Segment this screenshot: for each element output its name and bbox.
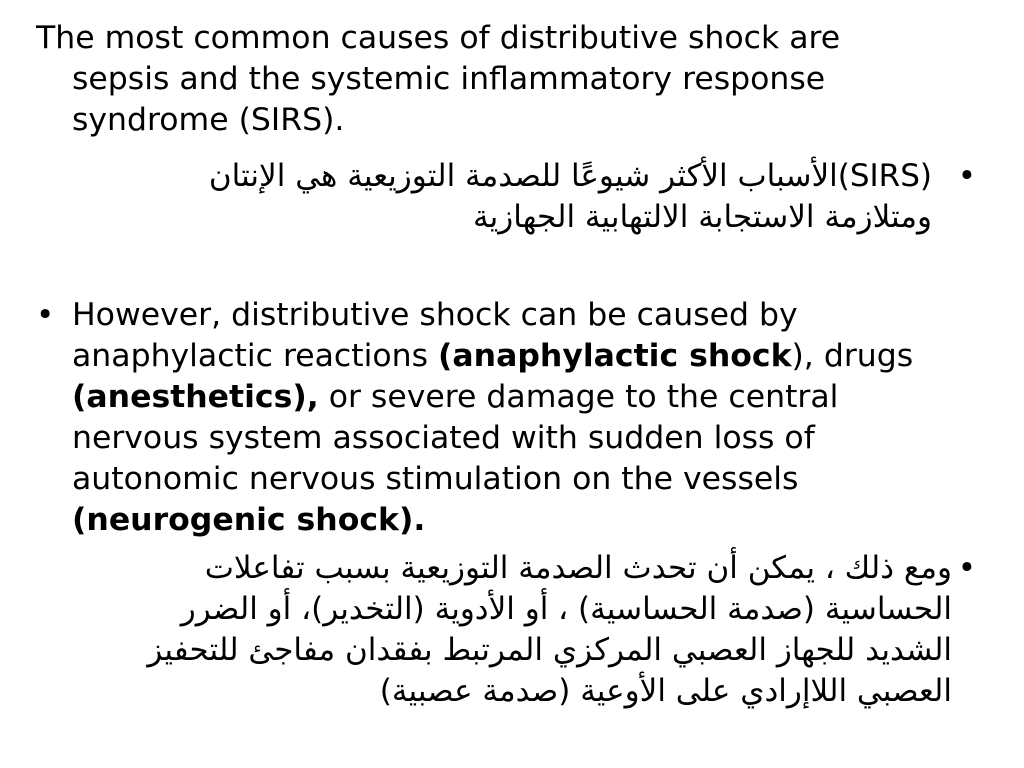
arabic2-line-2: الحساسية (صدمة الحساسية) ، أو الأدوية (التخدير)، أو الضرر (180, 591, 952, 627)
anaphylactic-shock-bold: (anaphylactic shock (438, 338, 792, 374)
intro-line-2: sepsis and the systemic inflammatory response (72, 61, 826, 97)
english2-line-6 (72, 500, 1002, 541)
anesthetics-bold: (anesthetics), (72, 379, 319, 415)
english2-line-4: nervous system associated with sudden loss of (72, 420, 815, 456)
arabic-bullet-2: • (957, 550, 976, 586)
english2-line-2a: anaphylactic reactions (72, 338, 439, 374)
english2-line-2c: ), drugs (791, 338, 914, 374)
arabic1-line-2: ومتلازمة الاستجابة الالتهابية الجهازية (473, 199, 932, 235)
english2-line-3b: or severe damage to the central (318, 379, 839, 415)
english2-line-3 (72, 377, 1002, 418)
english2-line-1: However, distributive shock can be caused by (72, 297, 798, 333)
arabic-bullet-1: • (957, 158, 976, 194)
arabic2-line-1: ومع ذلك ، يمكن أن تحدث الصدمة التوزيعية بسبب تفاعلات (204, 550, 952, 586)
intro-paragraph (36, 18, 996, 141)
arabic1-line-1: (SIRS)الأسباب الأكثر شيوعًا للصدمة التوزيعية هي الإنتان (208, 158, 932, 194)
english2-line-5: autonomic nervous stimulation on the vessels (72, 461, 799, 497)
neurogenic-shock-bold: (neurogenic shock). (72, 502, 426, 538)
arabic-paragraph-1 (52, 156, 932, 238)
arabic-paragraph-2 (52, 548, 952, 712)
intro-line-3: syndrome (SIRS). (72, 102, 345, 138)
arabic2-line-4: العصبي اللاإرادي على الأوعية (صدمة عصبية) (379, 673, 952, 709)
intro-line-1: The most common causes of distributive shock are (36, 20, 841, 56)
english2-line-2 (72, 336, 1002, 377)
arabic2-line-3: الشديد للجهاز العصبي المركزي المرتبط بفقدان مفاجئ للتحفيز (147, 632, 952, 668)
english-bullet-2: • (36, 297, 55, 333)
english-paragraph-2 (72, 295, 1002, 541)
